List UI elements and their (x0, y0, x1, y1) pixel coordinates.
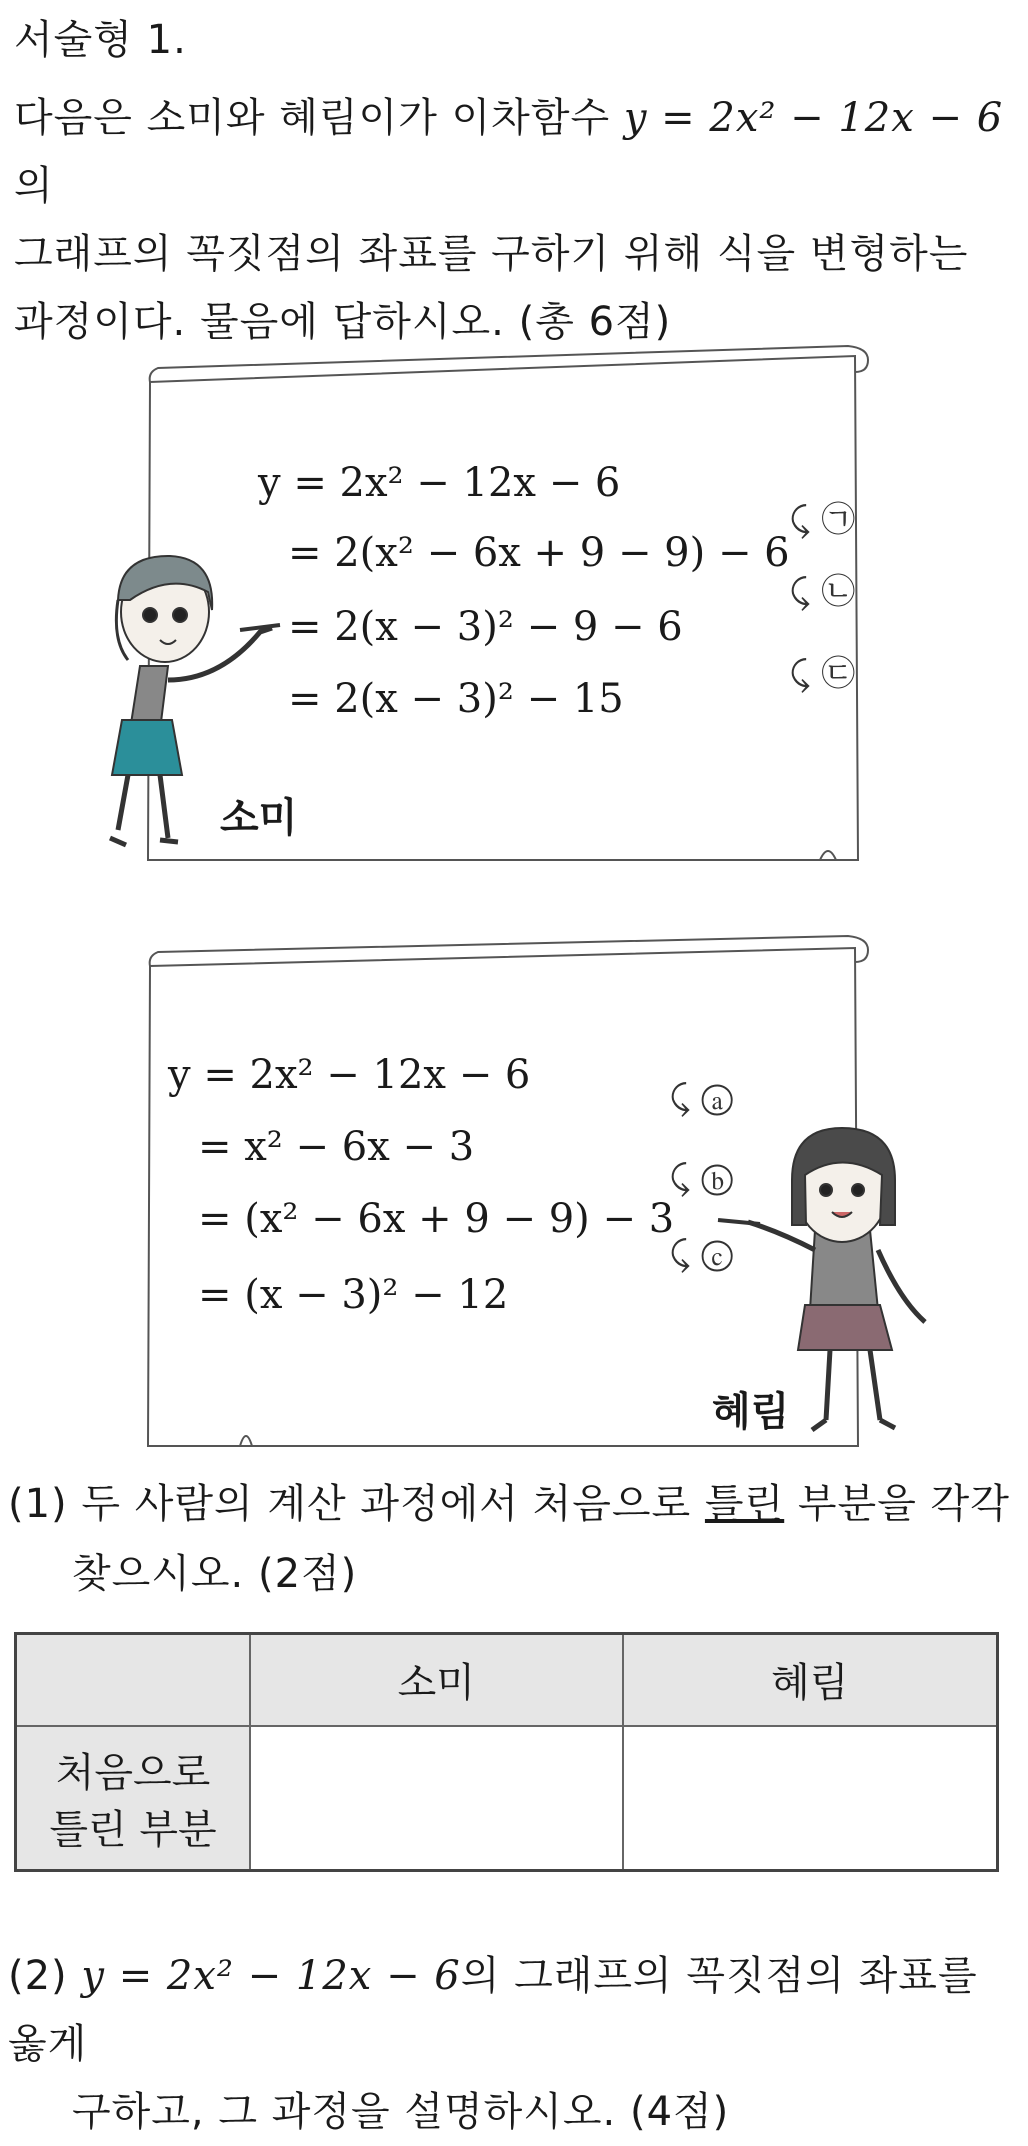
hyerim-step-2: = (x² − 6x + 9 − 9) − 3 (198, 1196, 675, 1242)
intro-line-3: 과정이다. 물음에 답하시오. (총 6점) (14, 299, 672, 345)
hyerim-step-0: y = 2x² − 12x − 6 (168, 1052, 531, 1098)
hyerim-whiteboard (148, 936, 868, 1446)
question-2-line-2: 구하고, 그 과정을 설명하시오. (4점) (72, 2089, 730, 2135)
hyerim-step-1: = x² − 6x − 3 (198, 1124, 475, 1170)
hyerim-mark-3: ⤹ ⓒ (670, 1234, 733, 1274)
somi-mark-2: ⤹ ㉡ (790, 572, 856, 612)
question-1-line-2: 찾으시오. (2점) (72, 1551, 358, 1597)
somi-mark-1: ⤹ ㉠ (790, 500, 856, 540)
question-1 (8, 1470, 1010, 1538)
answer-cell-hyerim[interactable] (623, 1726, 998, 1871)
somi-name-label: 소미 (220, 795, 298, 841)
hyerim-mark-2: ⤹ ⓑ (670, 1158, 733, 1198)
table-header-hyerim: 혜림 (623, 1634, 998, 1726)
table-corner-cell (16, 1634, 251, 1726)
hyerim-mark-1: ⤹ ⓐ (670, 1078, 733, 1118)
question-2 (8, 1942, 1028, 2146)
somi-step-0: y = 2x² − 12x − 6 (258, 460, 621, 506)
somi-whiteboard (148, 346, 868, 860)
intro-equation: y = 2x² − 12x − 6 (623, 95, 1004, 141)
question-2-line-1: (2) y = 2x² − 12x − 6의 그래프의 꼭짓점의 좌표를 옳게 (8, 1953, 978, 2067)
answer-table (14, 1632, 999, 1872)
problem-title: 서술형 1. (14, 17, 187, 63)
hyerim-step-3: = (x − 3)² − 12 (198, 1272, 509, 1318)
intro-line-2: 그래프의 꼭짓점의 좌표를 구하기 위해 식을 변형하는 (14, 231, 969, 277)
somi-mark-3: ⤹ ㉢ (790, 654, 856, 694)
somi-step-2: = 2(x − 3)² − 9 − 6 (288, 604, 683, 650)
somi-step-3: = 2(x − 3)² − 15 (288, 676, 624, 722)
intro-line-1: 다음은 소미와 혜림이가 이차함수 y = 2x² − 12x − 6의 (14, 95, 1004, 209)
somi-step-1: = 2(x² − 6x + 9 − 9) − 6 (288, 530, 790, 576)
question-1-line-1: (1) 두 사람의 계산 과정에서 처음으로 틀린 부분을 각각 (8, 1481, 1010, 1527)
answer-cell-somi[interactable] (250, 1726, 623, 1871)
table-row-header: 처음으로 틀린 부분 (16, 1726, 251, 1871)
hyerim-name-label: 혜림 (712, 1389, 790, 1435)
table-header-somi: 소미 (250, 1634, 623, 1726)
